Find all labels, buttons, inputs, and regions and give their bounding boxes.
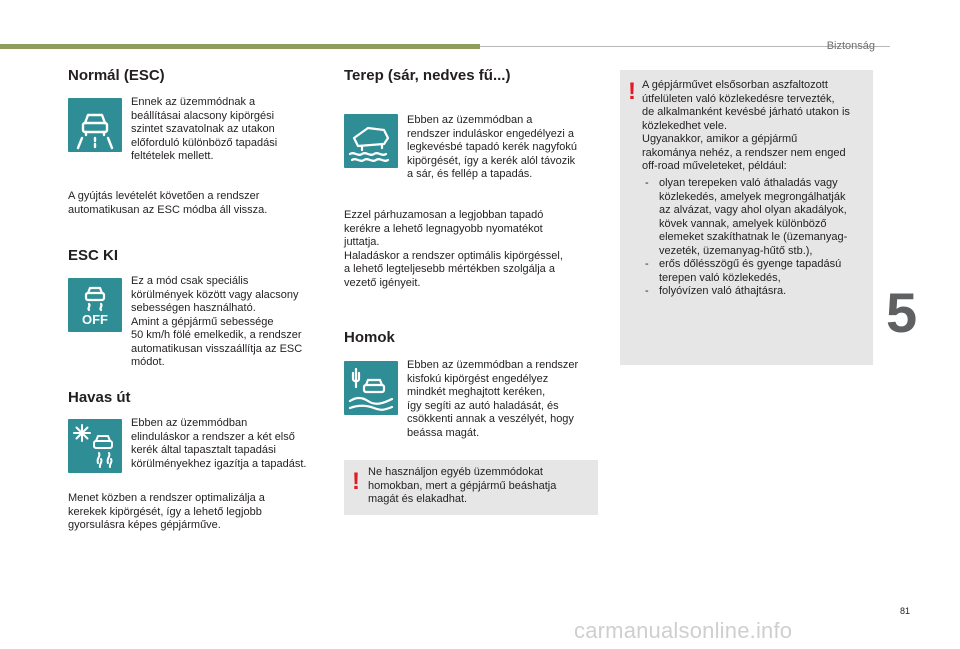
esc-off-icon	[68, 278, 122, 332]
mud-text: Ebben az üzemmódban a rendszer induláskor engedélyezi a legkevésbé tapadó kerék nagyfokú kipörgését, így a kerék alól távozik a sár, és fellép a tapadás.	[407, 114, 578, 180]
warning-icon: !	[628, 78, 636, 105]
normal-esc-note: A gyújtás levételét követően a rendszer automatikusan az ESC módba áll vissza.	[68, 190, 268, 216]
snow-heading: Havas út	[68, 389, 131, 406]
chapter-number: 5	[886, 281, 918, 344]
header-accent-bar	[0, 44, 480, 49]
esc-off-heading: ESC KI	[68, 247, 119, 264]
esc-off-text: Ez a mód csak speciális körülmények között vagy alacsony sebességen használható. Amint a gépjármű sebessége 50 km/h fölé emelkedik, a rendszer automatikusan visszaállítja az ESC módot.	[131, 275, 303, 368]
mud-heading: Terep (sár, nedves fű...)	[344, 67, 511, 84]
mud-mode-icon	[344, 114, 398, 168]
list-item: - folyóvízen való áthajtásra.	[642, 285, 872, 299]
sand-warning-box	[344, 460, 598, 515]
sand-heading: Homok	[344, 329, 395, 346]
watermark: carmanualsonline.info	[574, 618, 793, 643]
warning-icon: !	[352, 468, 360, 495]
page-number: 81	[900, 606, 911, 616]
snow-note: Menet közben a rendszer optimalizálja a kerekek kipörgését, így a lehető legjobb gyorsulásra képes gépjárműve.	[68, 492, 265, 531]
esc-off-icon-label: OFF	[82, 312, 108, 327]
snow-mode-icon	[68, 419, 122, 473]
offroad-warning-list	[642, 177, 872, 299]
normal-esc-heading: Normál (ESC)	[68, 67, 165, 84]
list-item: - olyan terepeken való áthaladás vagy közlekedés, amelyek megrongálhatják az alvázat, vagy ahol olyan akadályok, kövek vannak, amelyek különböző elemeket szakíthatnak le (üzemanyag- vezeték, üzemanyag-hűtő stb.),	[642, 177, 872, 258]
sand-text: Ebben az üzemmódban a rendszer kisfokú kipörgést engedélyez mindkét meghajtott keréken, így segíti az autó haladását, és csökkenti annak a veszélyét, hogy beássa magát.	[407, 359, 579, 439]
offroad-warning-box	[620, 70, 873, 365]
sand-mode-icon	[344, 361, 398, 415]
sand-warning-text: Ne használjon egyéb üzemmódokat homokban, mert a gépjármű beáshatja magát és elakadhat.	[368, 466, 557, 505]
normal-esc-icon	[68, 98, 122, 152]
mud-note: Ezzel párhuzamosan a legjobban tapadó kerékre a lehető legnagyobb nyomatékot juttatja. Haladáskor a rendszer optimális kipörgéssel, a lehető legteljesebb mértékben szolgálja a vezető igényeit.	[344, 209, 563, 289]
list-item: - erős dőlésszögű és gyenge tapadású terepen való közlekedés,	[642, 258, 872, 285]
snow-text: Ebben az üzemmódban elinduláskor a rendszer a két első kerék által tapasztalt tapadási körülményekhez igazítja a tapadást.	[131, 417, 307, 470]
offroad-warning-intro: A gépjárművet elsősorban aszfaltozott útfelületen való közlekedésre tervezték, de alkalmanként kevésbé járható utakon is közlekedhet vele. Ugyanakkor, amikor a gépjármű rakománya nehéz, a rendszer nem enged off-road műveleteket, például:	[642, 79, 850, 172]
section-label: Biztonság	[826, 40, 875, 52]
normal-esc-text: Ennek az üzemmódnak a beállításai alacsony kipörgési szintet szavatolnak az utakon előforduló különböző tapadási feltételek mellett.	[131, 96, 278, 162]
